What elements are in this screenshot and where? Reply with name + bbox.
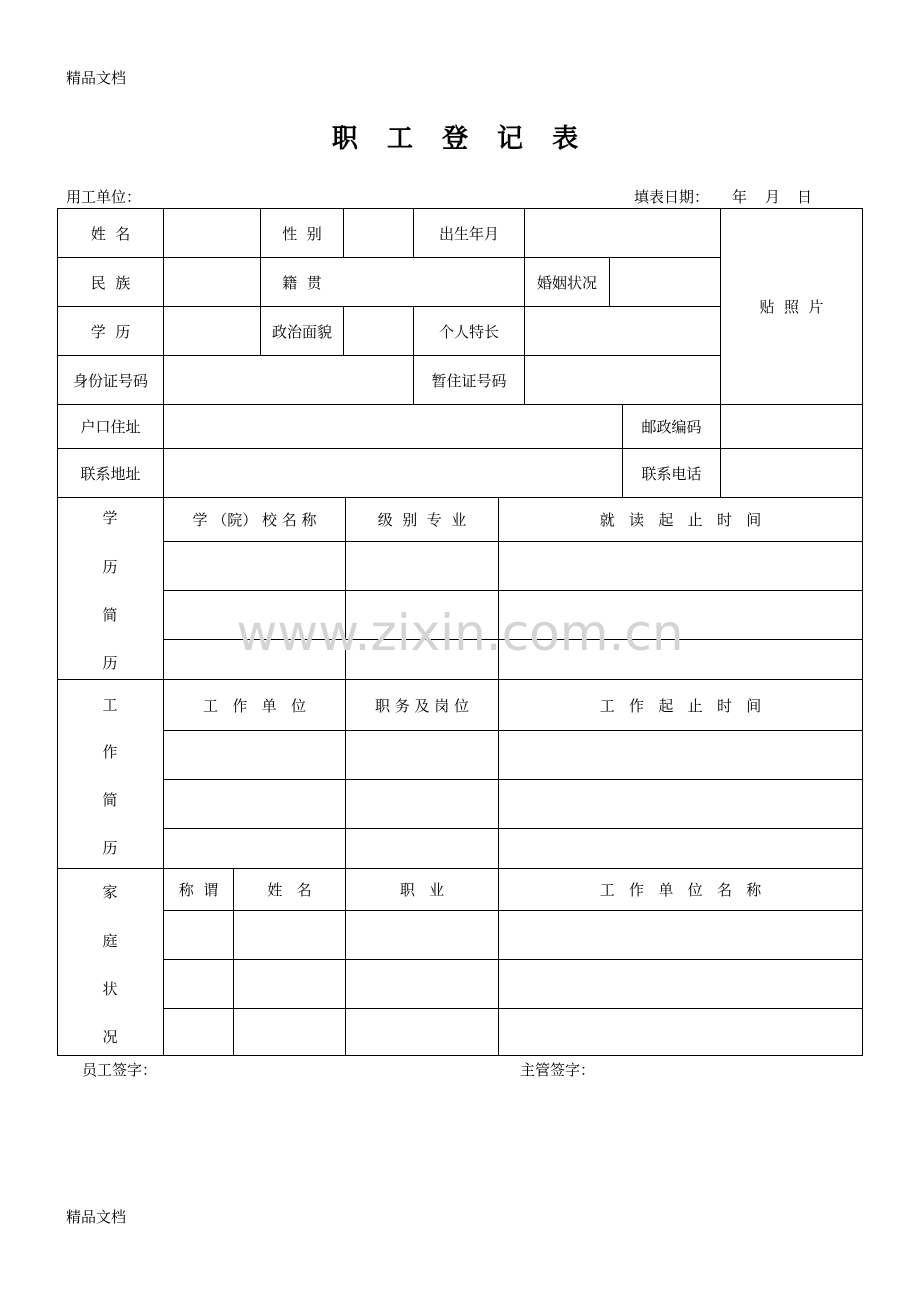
work-label-2: 作 bbox=[102, 743, 118, 761]
header-note: 精品文档 bbox=[66, 69, 127, 87]
family-label-4: 况 bbox=[102, 1028, 118, 1046]
label-political: 政治面貌 bbox=[271, 322, 332, 341]
employee-signature-label: 员工签字： bbox=[82, 1061, 158, 1079]
label-marital: 婚姻状况 bbox=[536, 273, 597, 292]
work-header-period: 工 作 起 止 时 间 bbox=[599, 696, 762, 715]
work-label-4: 历 bbox=[102, 839, 118, 857]
family-header-workplace: 工 作 单 位 名 称 bbox=[599, 881, 762, 899]
work-header-employer: 工 作 单 位 bbox=[203, 696, 306, 715]
label-photo: 贴 照 片 bbox=[759, 298, 824, 316]
work-header-position: 职 务 及 岗 位 bbox=[374, 696, 470, 715]
label-native-place: 籍 贯 bbox=[282, 273, 322, 292]
label-hukou: 户口住址 bbox=[80, 418, 141, 436]
date-month: 月 bbox=[765, 188, 781, 206]
footer-note: 精品文档 bbox=[66, 1208, 127, 1226]
label-specialty: 个人特长 bbox=[438, 322, 499, 341]
label-gender: 性 别 bbox=[282, 224, 322, 243]
label-phone: 联系电话 bbox=[641, 464, 702, 483]
family-header-relation: 称 谓 bbox=[178, 881, 219, 899]
edu-label-2: 历 bbox=[102, 558, 118, 576]
family-label-2: 庭 bbox=[102, 932, 118, 950]
edu-label-4: 历 bbox=[102, 654, 118, 672]
watermark: www.zixin.com.cn bbox=[236, 604, 684, 662]
label-postcode: 邮政编码 bbox=[641, 418, 702, 436]
family-header-name: 姓 名 bbox=[267, 881, 312, 899]
label-education: 学 历 bbox=[90, 322, 131, 341]
employer-label: 用工单位： bbox=[66, 188, 142, 206]
supervisor-signature-label: 主管签字： bbox=[520, 1061, 596, 1079]
label-ethnicity: 民 族 bbox=[90, 273, 131, 292]
work-label-1: 工 bbox=[102, 696, 118, 714]
edu-label-3: 简 bbox=[102, 606, 118, 624]
family-label-3: 状 bbox=[102, 980, 118, 998]
label-contact-address: 联系地址 bbox=[80, 464, 141, 483]
label-name: 姓 名 bbox=[90, 224, 131, 243]
edu-header-period: 就 读 起 止 时 间 bbox=[599, 511, 762, 529]
edu-header-school: 学 （院） 校 名 称 bbox=[192, 511, 317, 529]
date-day: 日 bbox=[797, 188, 813, 206]
family-header-occupation: 职 业 bbox=[399, 881, 445, 899]
page-title: 职 工 登 记 表 bbox=[331, 124, 589, 154]
edu-label-1: 学 bbox=[102, 509, 118, 527]
work-label-3: 简 bbox=[102, 791, 118, 809]
family-label-1: 家 bbox=[102, 883, 118, 901]
date-year: 年 bbox=[732, 188, 748, 206]
date-label: 填表日期： bbox=[634, 188, 710, 206]
label-temp-permit: 暂住证号码 bbox=[431, 371, 507, 390]
label-birth: 出生年月 bbox=[438, 224, 499, 243]
label-id-number: 身份证号码 bbox=[72, 371, 148, 390]
edu-header-major: 级 别 专 业 bbox=[377, 511, 467, 529]
